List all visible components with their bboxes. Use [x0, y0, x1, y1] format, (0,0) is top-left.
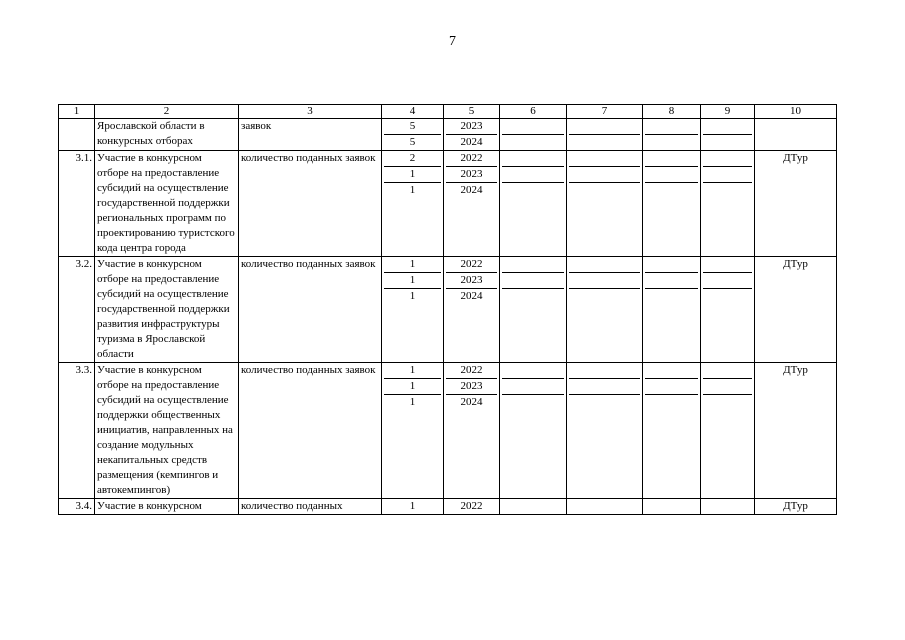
col6-cell: [500, 257, 567, 363]
col6-cell: [500, 499, 567, 515]
col9-value-list: [703, 499, 752, 514]
header-cell: 6: [500, 105, 567, 119]
col7-cell: [567, 119, 643, 151]
header-cell: 8: [643, 105, 701, 119]
col6-value: [502, 499, 564, 514]
executor: ДТур: [755, 257, 837, 363]
col8-value: [645, 273, 698, 289]
col6-value-list: [502, 499, 564, 514]
value: 1: [384, 379, 441, 395]
col9-value: [703, 151, 752, 167]
col7-value-list: [569, 119, 640, 150]
col8-value: [645, 363, 698, 379]
measures-table: [58, 104, 837, 515]
col7-value: [569, 151, 640, 167]
col6-cell: [500, 151, 567, 257]
value: 1: [384, 167, 441, 183]
col9-value: [703, 135, 752, 151]
table-row: [59, 151, 837, 257]
year-cell: [444, 257, 500, 363]
col9-value: [703, 257, 752, 273]
year-list: [446, 499, 497, 514]
col9-cell: [701, 363, 755, 499]
indicator-name: заявок: [239, 119, 382, 151]
col9-value-list: [703, 257, 752, 304]
year: 2023: [446, 379, 497, 395]
value-cell: [382, 499, 444, 515]
value-cell: [382, 363, 444, 499]
col7-value: [569, 289, 640, 305]
year-cell: [444, 499, 500, 515]
col7-value-list: [569, 257, 640, 304]
row-number: 3.2.: [59, 257, 95, 363]
col7-cell: [567, 499, 643, 515]
col8-cell: [643, 119, 701, 151]
col7-value: [569, 273, 640, 289]
col6-value: [502, 135, 564, 151]
col8-value-list: [645, 151, 698, 198]
col9-value: [703, 499, 752, 514]
col9-cell: [701, 499, 755, 515]
header-cell: 9: [701, 105, 755, 119]
col9-value: [703, 183, 752, 199]
value: 1: [409, 184, 416, 196]
col6-cell: [500, 363, 567, 499]
col9-cell: [701, 119, 755, 151]
col8-cell: [643, 257, 701, 363]
indicator-name: количество поданных заявок: [239, 257, 382, 363]
executor: ДТур: [755, 151, 837, 257]
col6-value: [502, 395, 564, 411]
col6-value: [502, 379, 564, 395]
year-cell: [444, 363, 500, 499]
year: 2024: [460, 396, 483, 408]
header-cell: 1: [59, 105, 95, 119]
col9-value-list: [703, 151, 752, 198]
col8-value: [645, 379, 698, 395]
col7-value: [569, 167, 640, 183]
col7-value-list: [569, 499, 640, 514]
value-list: [384, 151, 441, 198]
value: 1: [384, 273, 441, 289]
col7-value: [569, 183, 640, 199]
col9-value: [703, 289, 752, 305]
year: 2024: [460, 184, 483, 196]
col7-cell: [567, 151, 643, 257]
value-list: [384, 363, 441, 410]
year: 2023: [446, 119, 497, 135]
col8-cell: [643, 151, 701, 257]
col8-value: [645, 167, 698, 183]
col9-value: [703, 395, 752, 411]
col7-cell: [567, 257, 643, 363]
col8-value: [645, 151, 698, 167]
col8-value-list: [645, 363, 698, 410]
year-list: [446, 119, 497, 150]
col9-value: [703, 167, 752, 183]
year: 2022: [460, 500, 483, 512]
col7-value: [569, 395, 640, 411]
header-cell: 3: [239, 105, 382, 119]
header-cell: 7: [567, 105, 643, 119]
year: 2023: [446, 167, 497, 183]
header-row: [59, 105, 837, 119]
col9-cell: [701, 151, 755, 257]
row-number: 3.4.: [59, 499, 95, 515]
col9-cell: [701, 257, 755, 363]
col7-value-list: [569, 363, 640, 410]
col8-value: [645, 135, 698, 151]
year-list: [446, 151, 497, 198]
indicator-name: количество поданных заявок: [239, 151, 382, 257]
row-number: 3.3.: [59, 363, 95, 499]
col6-value: [502, 257, 564, 273]
col9-value: [703, 273, 752, 289]
col7-cell: [567, 363, 643, 499]
value-list: [384, 257, 441, 304]
value-cell: [382, 151, 444, 257]
col6-value: [502, 167, 564, 183]
col8-cell: [643, 363, 701, 499]
value: 5: [409, 136, 416, 148]
row-number: [59, 119, 95, 151]
year: 2022: [446, 151, 497, 167]
year-cell: [444, 119, 500, 151]
year-cell: [444, 151, 500, 257]
col8-value: [645, 119, 698, 135]
col6-value-list: [502, 257, 564, 304]
col7-value: [569, 363, 640, 379]
page-number: 7: [449, 34, 456, 49]
header-cell: 4: [382, 105, 444, 119]
col8-value: [645, 183, 698, 199]
col8-value: [645, 395, 698, 411]
year: 2023: [446, 273, 497, 289]
executor: ДТур: [755, 363, 837, 499]
value: 1: [409, 396, 416, 408]
value: 1: [384, 257, 441, 273]
col8-cell: [643, 499, 701, 515]
col6-value: [502, 183, 564, 199]
year: 2024: [460, 290, 483, 302]
col6-value: [502, 119, 564, 135]
col7-value: [569, 499, 640, 514]
col6-value-list: [502, 363, 564, 410]
col7-value: [569, 135, 640, 151]
year-list: [446, 363, 497, 410]
col8-value-list: [645, 499, 698, 514]
col7-value-list: [569, 151, 640, 198]
col6-value-list: [502, 151, 564, 198]
value-list: [384, 499, 441, 514]
table-row: [59, 499, 837, 515]
measure-name: Участие в конкурсном отборе на предоставление субсидий на осуществление государственной поддержки развития инфраструктуры туризма в Ярославской области: [95, 257, 239, 363]
value-list: [384, 119, 441, 150]
header-cell: 2: [95, 105, 239, 119]
col9-value: [703, 363, 752, 379]
measure-name: Участие в конкурсном отборе на предоставление субсидий на осуществление государственной поддержки региональных программ по проектированию туристского кода центра города: [95, 151, 239, 257]
measure-name: Участие в конкурсном: [95, 499, 239, 515]
col8-value: [645, 289, 698, 305]
col8-value-list: [645, 119, 698, 150]
col9-value: [703, 119, 752, 135]
col6-value: [502, 151, 564, 167]
value: 2: [384, 151, 441, 167]
table-row: [59, 119, 837, 151]
table-row: [59, 257, 837, 363]
year-list: [446, 257, 497, 304]
measure-name: Участие в конкурсном отборе на предоставление субсидий на осуществление поддержки общественных инициатив, направленных на создание модульных некапитальных средств размещения (кемпингов и автокемпингов): [95, 363, 239, 499]
col6-value: [502, 273, 564, 289]
col7-value: [569, 379, 640, 395]
value: 5: [384, 119, 441, 135]
header-cell: 5: [444, 105, 500, 119]
executor: ДТур: [755, 499, 837, 515]
executor: [755, 119, 837, 151]
value: 1: [409, 290, 416, 302]
col8-value: [645, 257, 698, 273]
col9-value: [703, 379, 752, 395]
col8-value-list: [645, 257, 698, 304]
indicator-name: количество поданных заявок: [239, 363, 382, 499]
col6-value-list: [502, 119, 564, 150]
col7-value: [569, 119, 640, 135]
col6-value: [502, 289, 564, 305]
table-row: [59, 363, 837, 499]
year: 2022: [446, 363, 497, 379]
measure-name: Ярославской области в конкурсных отборах: [95, 119, 239, 151]
header-cell: 10: [755, 105, 837, 119]
value-cell: [382, 257, 444, 363]
year: 2024: [460, 136, 483, 148]
col8-value: [645, 499, 698, 514]
col6-value: [502, 363, 564, 379]
col9-value-list: [703, 119, 752, 150]
value: 1: [384, 363, 441, 379]
year: 2022: [446, 257, 497, 273]
col9-value-list: [703, 363, 752, 410]
value-cell: [382, 119, 444, 151]
col6-cell: [500, 119, 567, 151]
row-number: 3.1.: [59, 151, 95, 257]
indicator-name: количество поданных: [239, 499, 382, 515]
value: 1: [409, 500, 416, 512]
col7-value: [569, 257, 640, 273]
